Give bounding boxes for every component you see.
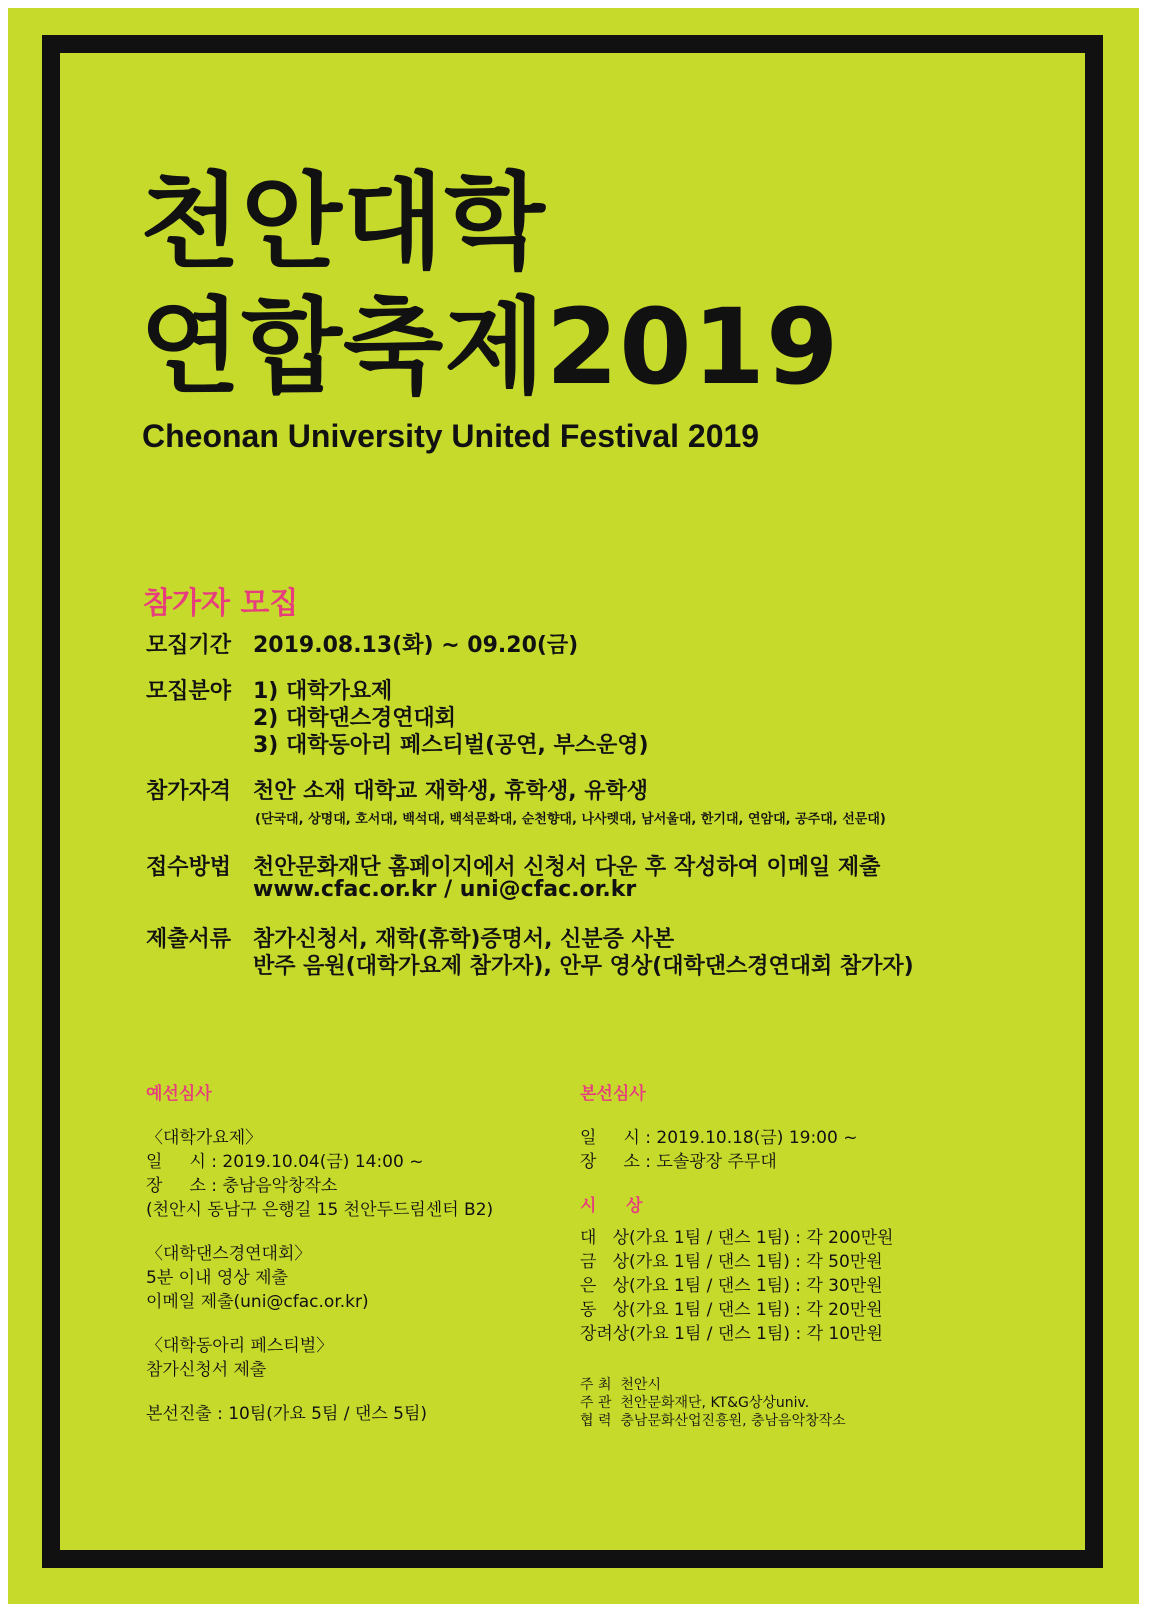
prelim-section [146, 1082, 493, 1426]
category-label: 모집분야 [146, 679, 232, 704]
documents-line-1: 참가신청서, 재학(휴학)증명서, 신분증 사본 [253, 927, 675, 952]
club-festival-line-1: 참가신청서 제출 [146, 1360, 267, 1380]
dance-contest-title: 〈대학댄스경연대회〉 [146, 1244, 312, 1264]
recruit-heading: 참가자 모집 [143, 586, 299, 621]
eligibility-note: (단국대, 상명대, 호서대, 백석대, 백석문화대, 순천향대, 나사렛대, 남서울대, 한기대, 연암대, 공주대, 선문대) [255, 812, 886, 827]
song-festival-place: 장 소 : 충남음악창작소 [146, 1176, 338, 1196]
award-item: 대 상(가요 1팀 / 댄스 1팀) : 각 200만원 [580, 1228, 894, 1248]
award-item: 장려상(가요 1팀 / 댄스 1팀) : 각 10만원 [580, 1324, 883, 1344]
dance-contest-line-1: 5분 이내 영상 제출 [146, 1268, 288, 1288]
final-section [580, 1082, 893, 1346]
award-item: 동 상(가요 1팀 / 댄스 1팀) : 각 20만원 [580, 1300, 883, 1320]
award-item: 금 상(가요 1팀 / 댄스 1팀) : 각 50만원 [580, 1252, 883, 1272]
award-item: 은 상(가요 1팀 / 댄스 1팀) : 각 30만원 [580, 1276, 883, 1296]
credit-organizer: 주 관 천안문화재단, KT&G상상univ. [580, 1395, 810, 1411]
credit-partner: 협 력 충남문화산업진흥원, 충남음악창작소 [580, 1413, 846, 1429]
method-label: 접수방법 [146, 855, 232, 880]
eligibility-value: 천안 소재 대학교 재학생, 휴학생, 유학생 [253, 779, 649, 804]
category-item: 3) 대학동아리 페스티벌(공연, 부스운영) [253, 733, 649, 758]
documents-line-2: 반주 음원(대학가요제 참가자), 안무 영상(대학댄스경연대회 참가자) [253, 954, 914, 979]
category-item: 1) 대학가요제 [253, 679, 393, 704]
method-contact: www.cfac.or.kr / uni@cfac.or.kr [253, 877, 637, 902]
final-date: 일 시 : 2019.10.18(금) 19:00 ~ [580, 1128, 858, 1148]
period-value: 2019.08.13(화) ~ 09.20(금) [253, 633, 579, 658]
credits [580, 1376, 846, 1430]
credit-host: 주 최 천안시 [580, 1377, 661, 1393]
title-line-2: 연합축제2019 [140, 286, 840, 408]
prelim-heading: 예선심사 [146, 1084, 212, 1104]
period-label: 모집기간 [146, 633, 232, 658]
song-festival-date: 일 시 : 2019.10.04(금) 14:00 ~ [146, 1152, 424, 1172]
final-place: 장 소 : 도솔광장 주무대 [580, 1152, 777, 1172]
title-line-1: 천안대학 [140, 161, 546, 283]
awards-heading: 시 상 [580, 1196, 643, 1216]
song-festival-address: (천안시 동남구 은행길 15 천안두드림센터 B2) [146, 1200, 494, 1220]
category-item: 2) 대학댄스경연대회 [253, 706, 457, 731]
eligibility-label: 참가자격 [146, 779, 232, 804]
finalists-info: 본선진출 : 10팀(가요 5팀 / 댄스 5팀) [146, 1404, 428, 1424]
dance-contest-line-2: 이메일 제출(uni@cfac.or.kr) [146, 1292, 369, 1312]
method-value: 천안문화재단 홈페이지에서 신청서 다운 후 작성하여 이메일 제출 [253, 855, 881, 880]
club-festival-title: 〈대학동아리 페스티벌〉 [146, 1336, 334, 1356]
song-festival-title: 〈대학가요제〉 [146, 1128, 263, 1148]
documents-label: 제출서류 [146, 927, 232, 952]
subtitle: Cheonan University United Festival 2019 [142, 418, 760, 454]
final-heading: 본선심사 [580, 1084, 646, 1104]
